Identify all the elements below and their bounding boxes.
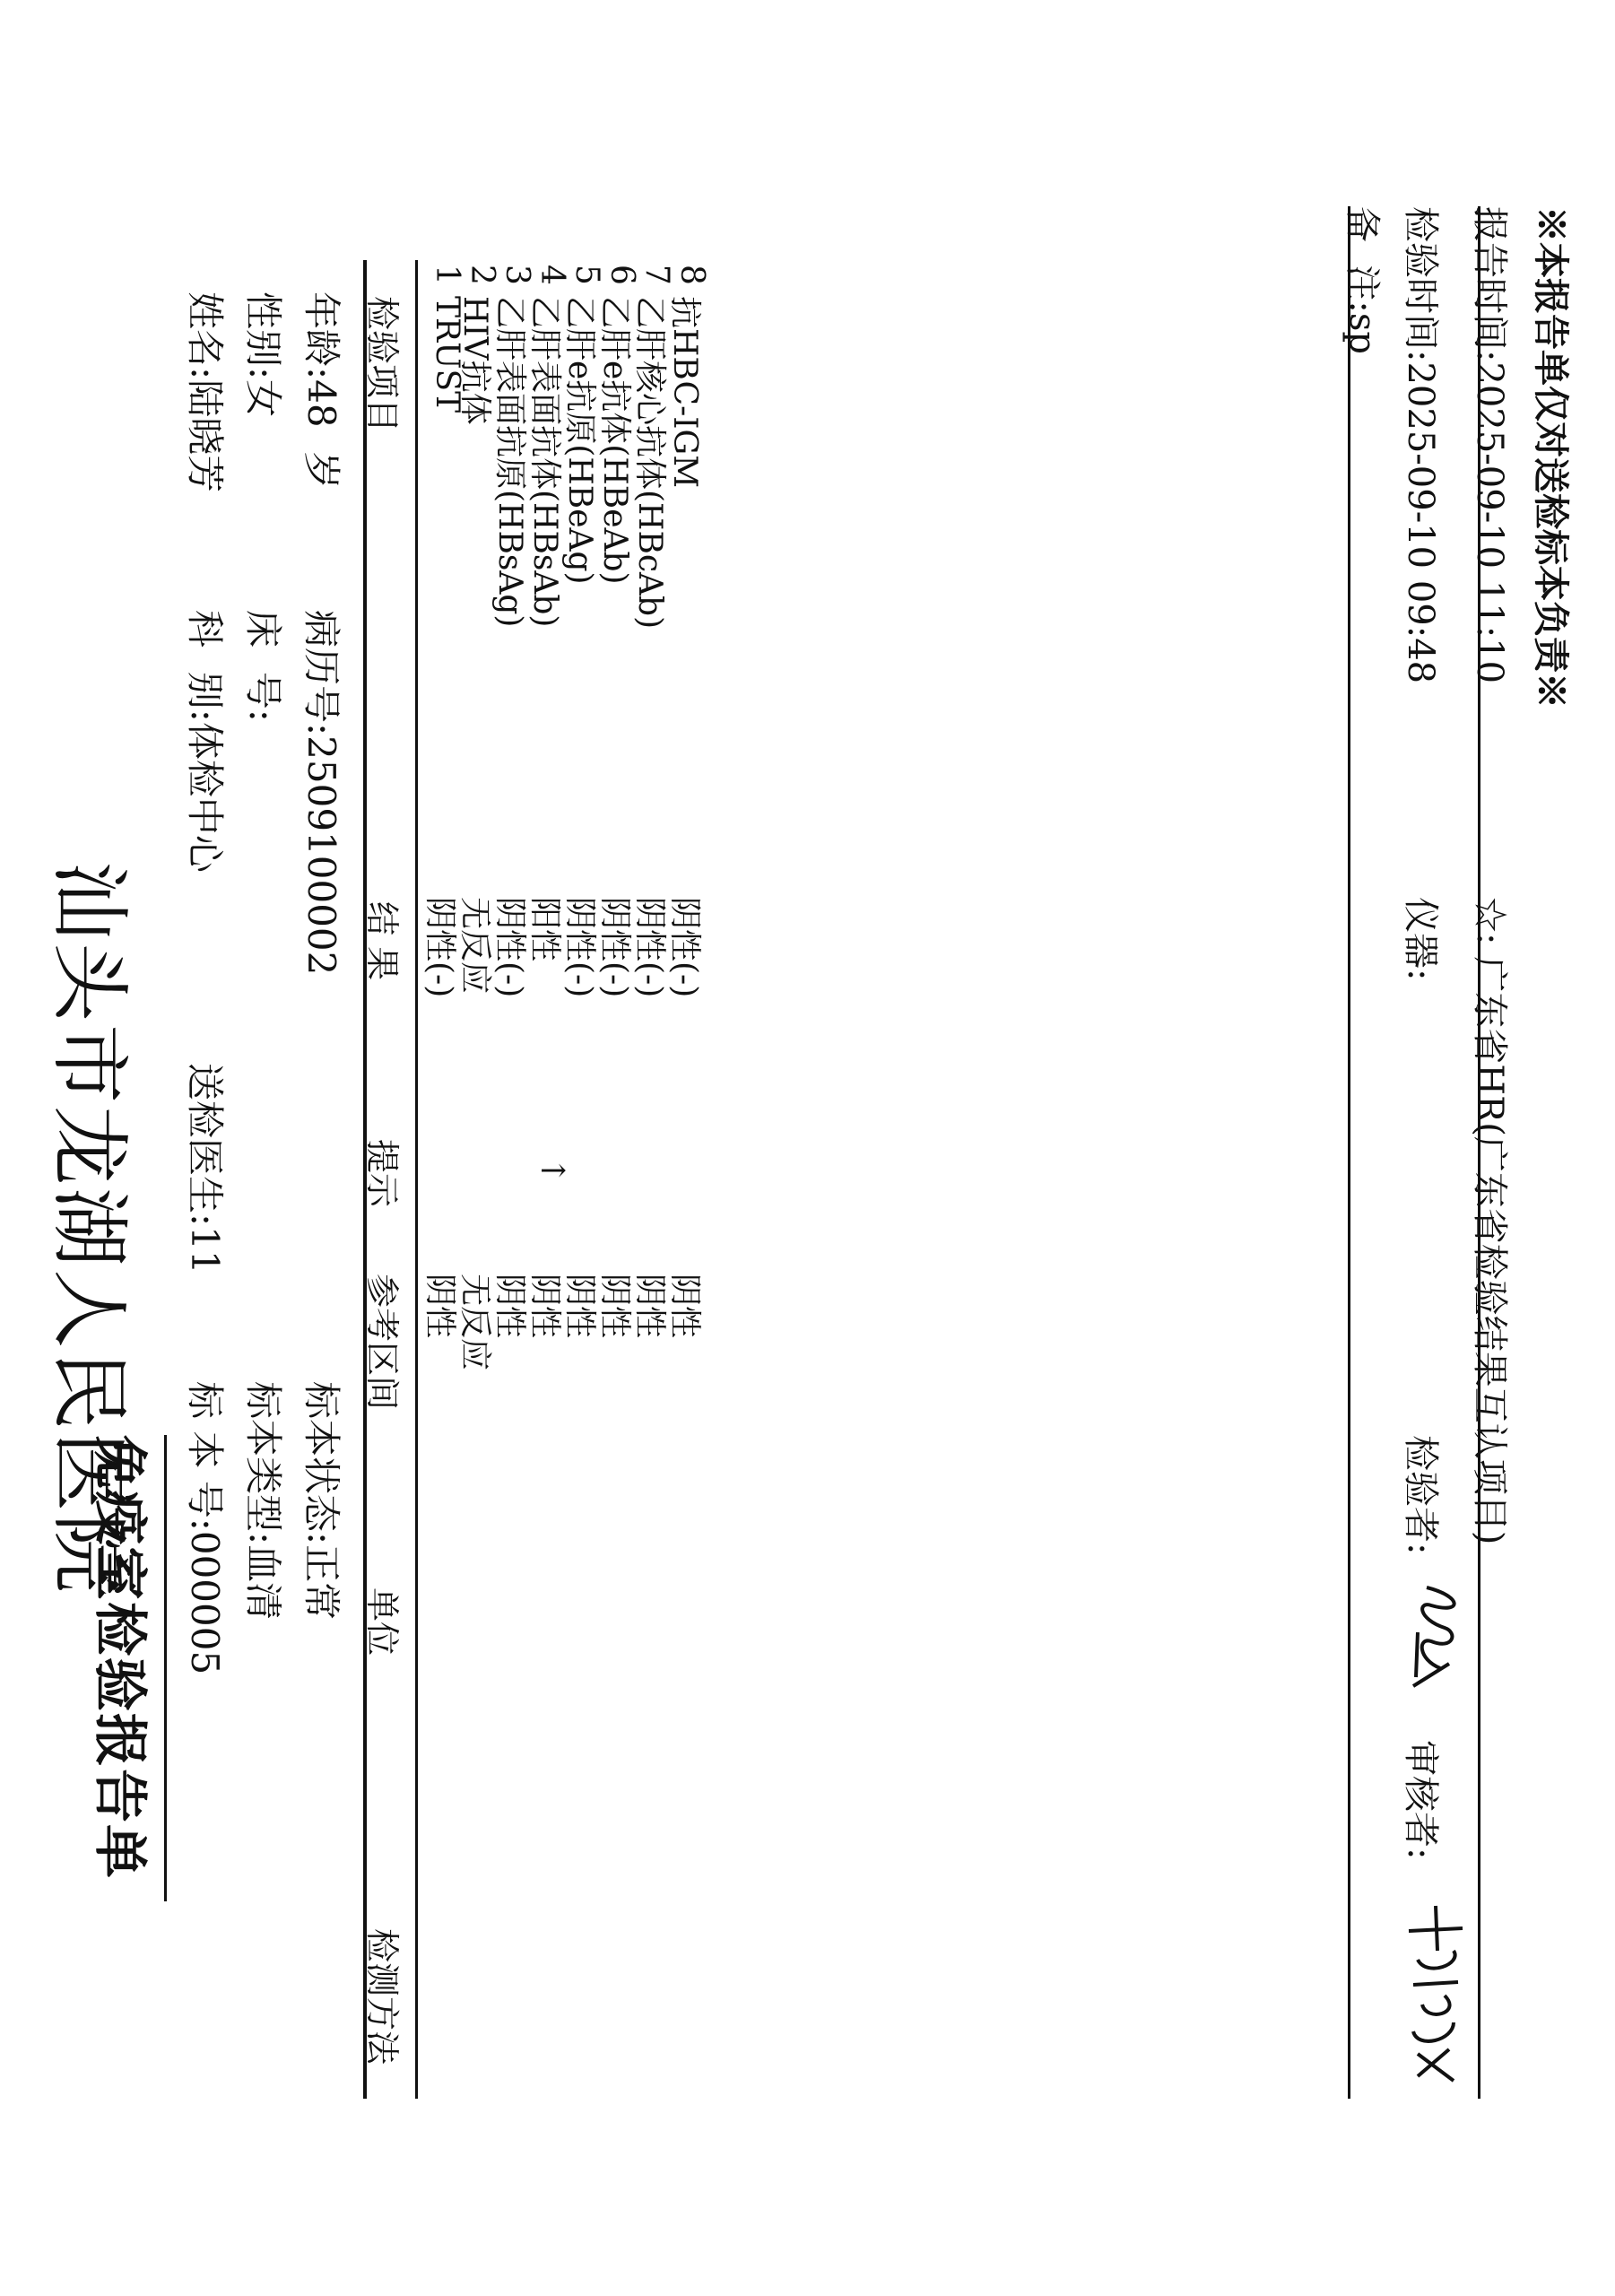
patient-name: [180, 291, 234, 492]
patient-dept: [180, 610, 234, 873]
gender-value: 女: [241, 379, 285, 418]
disclaimer: ※本报告单仅对送检标本负责※: [1530, 206, 1572, 709]
cell-item: 抗HBC-IGM: [666, 296, 703, 489]
cell-reference: 阴性: [561, 1274, 598, 1339]
cell-result: 阴性(-): [491, 897, 528, 998]
record-label: 病历号:: [300, 610, 343, 736]
report-title: 免疫室检验报告单: [88, 1435, 151, 1880]
cell-result: 阴性(-): [421, 897, 458, 998]
col-header-unit: 单位: [362, 1587, 402, 1657]
reviewer-label: 审核者:: [1400, 1740, 1441, 1860]
footer-top-rule: [1348, 206, 1350, 2099]
col-header-reference: 参考区间: [362, 1274, 402, 1411]
specimen-type: [239, 1381, 292, 1620]
remark-value: sp: [1341, 312, 1383, 355]
cell-result: 无反应: [456, 897, 493, 995]
patient-bed: [239, 610, 292, 722]
specimen-state-label: 标本状态:: [300, 1381, 343, 1545]
cell-reference: 阴性: [421, 1274, 458, 1339]
cell-reference: 阴性: [596, 1274, 633, 1339]
cell-item: 乙肝表面抗原(HBsAg): [491, 296, 528, 628]
reviewer-signature: [1400, 1897, 1480, 2094]
specimen-type-value: 血清: [241, 1544, 285, 1621]
cell-item: TRUST: [429, 296, 465, 413]
cell-result: 阴性(-): [561, 897, 598, 998]
cell-reference: 阴性: [491, 1274, 528, 1339]
gender-label: 性别:: [241, 291, 285, 380]
record-value: 2509100002: [300, 735, 343, 976]
test-time-value: 2025-09-10 09:48: [1400, 361, 1441, 684]
cell-result: 阳性: [526, 897, 563, 962]
hospital-name: 汕头市龙湖人民医院: [43, 861, 135, 1596]
remark: [1340, 206, 1391, 354]
dept-label: 科 别:: [183, 610, 227, 722]
age-value: 48: [300, 379, 343, 428]
cell-no: 5: [569, 265, 605, 285]
patient-age: [297, 291, 351, 489]
cell-result: 阴性(-): [631, 897, 668, 998]
col-header-item: 检验项目: [362, 296, 402, 433]
doctor-label: 送检医生:: [183, 1063, 227, 1227]
dept-value: 体检中心: [183, 721, 227, 873]
bed-label: 床 号:: [241, 610, 285, 722]
cell-no: 8: [673, 265, 710, 285]
cell-result: 阴性(-): [666, 897, 703, 998]
cell-no: 3: [499, 265, 535, 285]
cell-reference: 阴性: [631, 1274, 668, 1339]
patient-gender: [239, 291, 292, 417]
patient-record-number: [297, 610, 351, 975]
specimen-state-value: 正常: [300, 1544, 343, 1621]
specimen-no-value: 000005: [183, 1530, 227, 1675]
col-header-result: 结 果: [362, 901, 402, 981]
cell-item: 乙肝e抗原(HBeAg): [561, 296, 598, 585]
cell-reference: 无反应: [456, 1274, 493, 1371]
cell-item: 乙肝e抗体(HBeAb): [596, 296, 633, 585]
specimen-type-label: 标本类型:: [241, 1381, 285, 1545]
cell-item: HIV抗体: [456, 296, 493, 425]
report-time-label: 报告时间:: [1469, 206, 1510, 362]
cell-flag: ↑: [534, 1157, 570, 1185]
specimen-number: [180, 1381, 234, 1674]
age-unit: 岁: [300, 451, 343, 490]
name-value: 陆晓芳: [183, 379, 227, 493]
specimen-state: [297, 1381, 351, 1620]
patient-doctor: [180, 1063, 234, 1274]
remark-label: 备 注:: [1341, 206, 1383, 313]
cell-no: 4: [534, 265, 570, 285]
cell-no: 1: [429, 265, 465, 285]
cell-item: 乙肝表面抗体(HBsAb): [526, 296, 563, 628]
cell-result: 阴性(-): [596, 897, 633, 998]
doctor-value: 11: [183, 1226, 227, 1274]
cell-no: 6: [603, 265, 640, 285]
name-label: 姓名:: [183, 291, 227, 380]
cell-reference: 阴性: [526, 1274, 563, 1339]
age-label: 年龄:: [300, 291, 343, 380]
report-time: [1467, 206, 1518, 683]
cell-no: 2: [464, 265, 500, 285]
tester-label: 检验者:: [1400, 1435, 1441, 1555]
cell-item: 乙肝核心抗体(HBcAb): [631, 296, 668, 630]
test-time-label: 检验时间:: [1400, 206, 1441, 362]
header-bottom-rule: [415, 260, 418, 2099]
cell-reference: 阴性: [666, 1274, 703, 1339]
test-time: [1398, 206, 1449, 683]
mutual-recognition-note: ☆: 广东省HR(广东省检验结果互认项目): [1469, 897, 1510, 1545]
col-header-method: 检测方法: [362, 1928, 402, 2066]
specimen-no-label: 标 本 号:: [183, 1381, 227, 1531]
report-time-value: 2025-09-10 11:10: [1469, 361, 1510, 684]
instrument-label: 仪器:: [1400, 897, 1441, 981]
tester-signature: [1400, 1578, 1480, 1713]
title-underline: [164, 1435, 167, 1901]
cell-no: 7: [638, 265, 675, 285]
col-header-flag: 提示: [362, 1139, 402, 1208]
